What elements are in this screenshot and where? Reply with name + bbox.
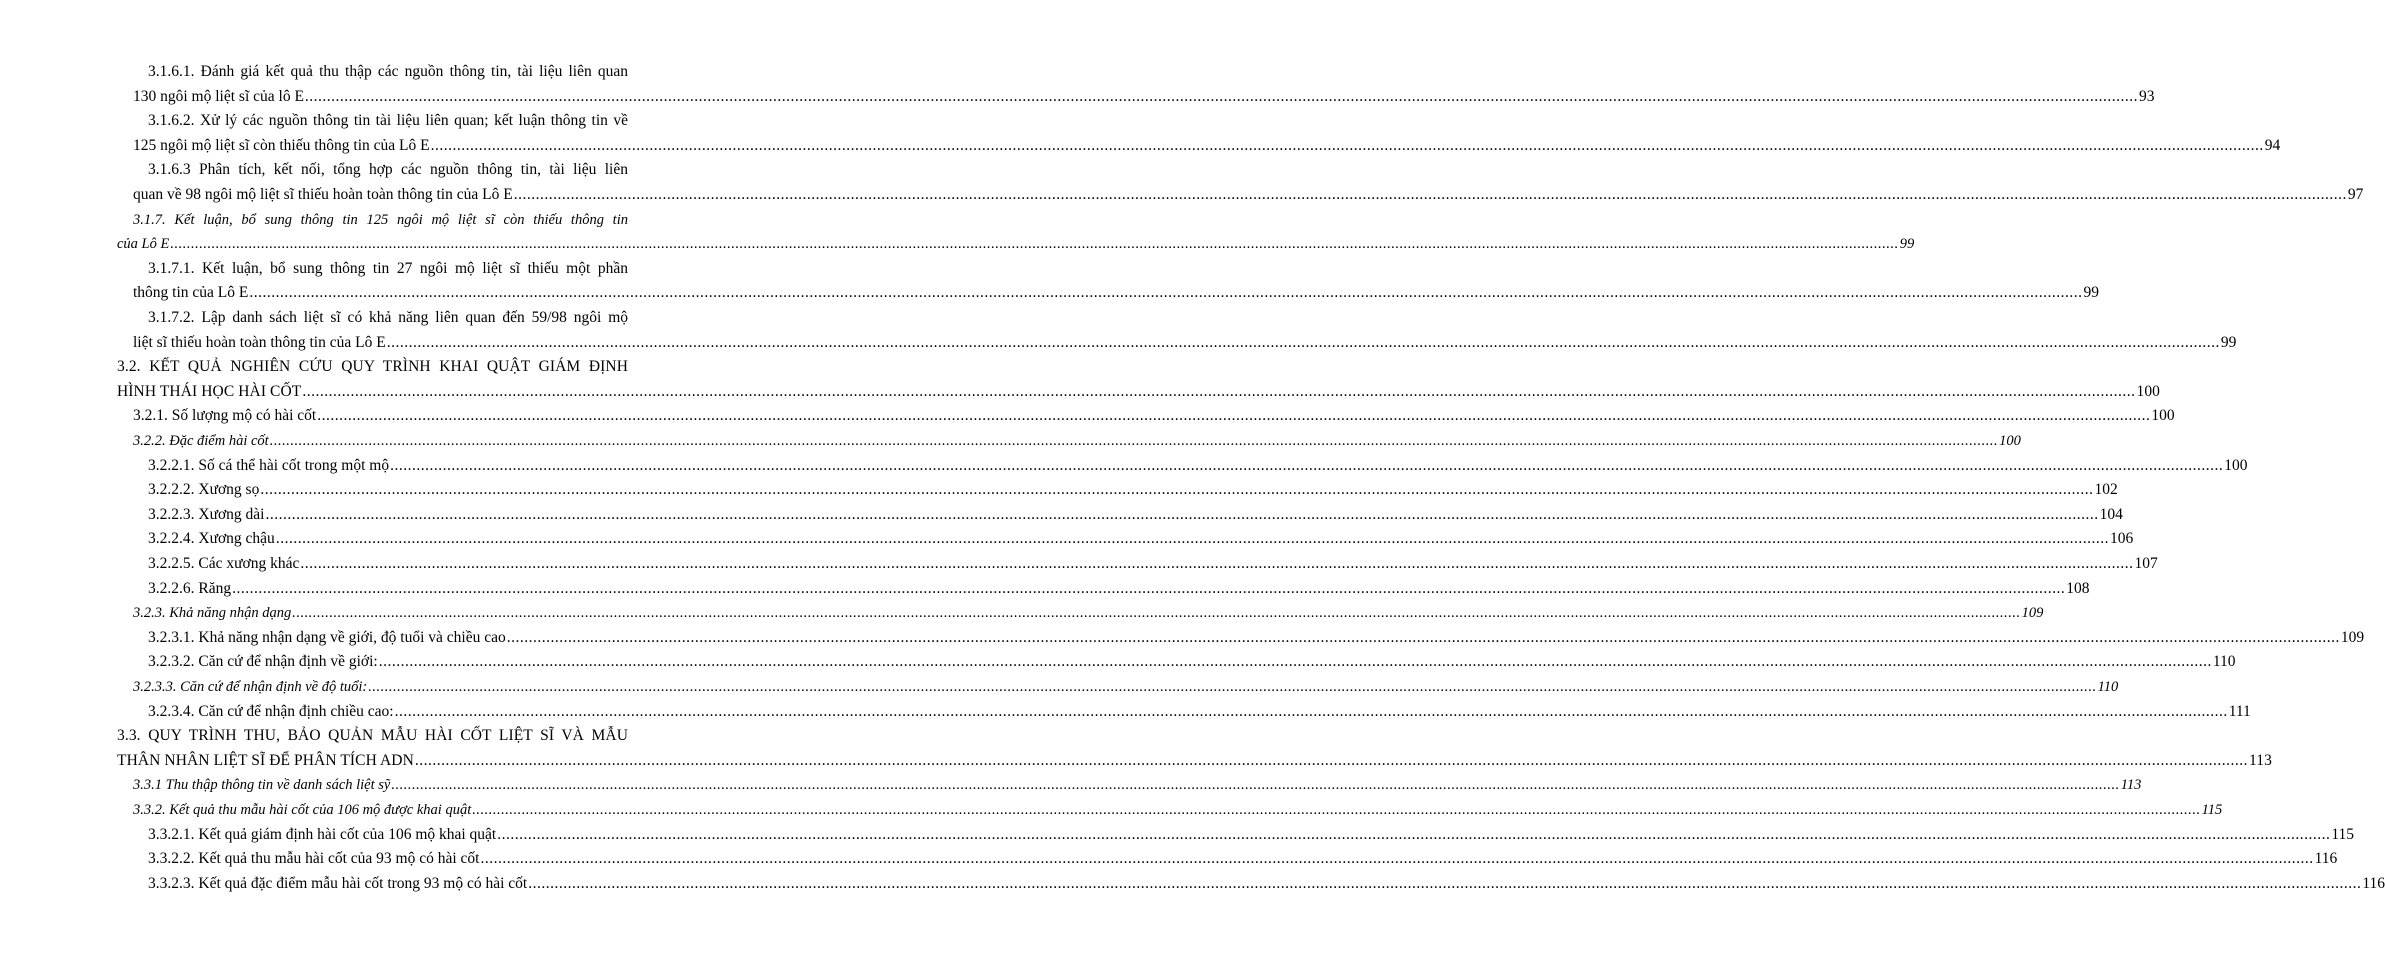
toc-page-number: 109 (2340, 628, 2365, 646)
toc-leader-dots (431, 134, 2264, 159)
toc-entry-text: THÂN NHÂN LIỆT SĨ ĐỂ PHÂN TÍCH ADN (117, 751, 414, 769)
toc-page-number: 99 (2083, 284, 2099, 302)
toc-page-number: 106 (2109, 530, 2134, 548)
toc-page-number: 116 (2314, 850, 2338, 868)
toc-page-number: 104 (2099, 505, 2123, 523)
toc-leader-dots (317, 404, 2150, 429)
toc-page-number: 109 (2021, 605, 2044, 622)
toc-entry-text: 3.3.2.1. Kết quả giám định hài cốt của 106 mộ khai quật (148, 825, 497, 843)
toc-entry-text: của Lô E (117, 236, 170, 253)
toc-entry-text: 3.1.6.1. Đánh giá kết quả thu thập các nguồn thông tin, tài liệu liên quan (148, 63, 628, 80)
toc-entry-text: 125 ngôi mộ liệt sĩ còn thiếu thông tin của Lô E (133, 136, 430, 154)
toc-page-number: 100 (2151, 407, 2175, 425)
toc-entry-text: 3.1.7. Kết luận, bổ sung thông tin 125 ngôi mộ liệt sĩ còn thiếu thông tin (133, 211, 628, 228)
toc-entry-text: HÌNH THÁI HỌC HÀI CỐT (117, 382, 302, 400)
toc-leader-dots (472, 798, 2200, 823)
toc-page-number: 113 (2120, 777, 2142, 794)
toc-entry-text: 3.1.7.1. Kết luận, bổ sung thông tin 27 ngôi mộ liệt sĩ thiếu một phần (148, 259, 628, 277)
toc-page-number: 111 (2228, 702, 2251, 720)
toc-page-number: 110 (2097, 679, 2119, 695)
toc-entry-text: 3.3. QUY TRÌNH THU, BẢO QUẢN MẪU HÀI CỐT LIỆT SĨ VÀ MẪU (117, 727, 628, 745)
toc-page-number: 93 (2139, 87, 2155, 105)
toc-entry-text: quan về 98 ngôi mộ liệt sĩ thiếu hoàn toàn thông tin của Lô E (133, 186, 513, 203)
toc-entry-text: thông tin của Lô E (133, 284, 249, 302)
toc-page-number: 94 (2264, 136, 2281, 154)
toc-entry-text: 3.3.1 Thu thập thông tin về danh sách liệt sỹ (133, 777, 391, 794)
toc-page-number: 113 (2249, 751, 2272, 769)
toc-entry-text: 3.3.2.2. Kết quả thu mẫu hài cốt của 93 mộ có hài cốt (148, 850, 480, 868)
toc-leader-dots (265, 503, 2098, 528)
toc-entry-text: 3.2.3.2. Căn cứ để nhận định về giới: (148, 653, 378, 671)
toc-page-number: 115 (2201, 802, 2223, 818)
toc-leader-dots (368, 675, 2096, 700)
toc-leader-dots (260, 478, 2093, 503)
toc-leader-dots (387, 331, 2220, 356)
toc-entry-text: 3.2.2.4. Xương chậu (148, 530, 275, 548)
toc-leader-dots (276, 527, 2109, 552)
toc-entry-text: 3.3.2.3. Kết quả đặc điểm mẫu hài cốt trong 93 mộ có hài cốt (148, 874, 528, 892)
toc-entry-text: 3.3.2. Kết quả thu mẫu hài cốt của 106 mộ được khai quật (133, 802, 472, 818)
toc-page-number: 115 (2331, 825, 2355, 843)
toc-page-number: 100 (2136, 382, 2161, 400)
toc-entry-text: liệt sĩ thiếu hoàn toàn thông tin của Lô E (133, 333, 386, 351)
toc-leader-dots (480, 847, 2313, 872)
toc-leader-dots (395, 700, 2228, 725)
toc-leader-dots (514, 183, 2347, 208)
toc-leader-dots (305, 85, 2138, 110)
toc-page-number: 97 (2347, 186, 2364, 203)
toc-entry-text: 3.2.3. Khả năng nhận dạng (133, 605, 292, 622)
toc-page-number: 102 (2094, 481, 2118, 499)
toc-entry-text: 3.2.2.6. Răng (148, 579, 232, 597)
toc-entry-text: 130 ngôi mộ liệt sĩ của lô E (133, 87, 304, 105)
toc-leader-dots (497, 823, 2330, 848)
toc-page-number: 99 (1899, 236, 1915, 253)
toc-entry-text: 3.2.3.4. Căn cứ để nhận định chiều cao: (148, 702, 394, 720)
toc-leader-dots (415, 749, 2248, 774)
toc-leader-dots (232, 577, 2065, 602)
toc-entry-text: 3.2. KẾT QUẢ NGHIÊN CỨU QUY TRÌNH KHAI QUẬT GIÁM ĐỊNH (117, 358, 628, 376)
toc-entry-text: 3.2.2. Đặc điểm hài cốt (133, 433, 269, 449)
toc-entry-text: 3.1.6.3 Phân tích, kết nối, tổng hợp các nguồn thông tin, tài liệu liên (148, 161, 628, 179)
toc-page-number: 100 (1999, 433, 2021, 449)
toc-leader-dots (292, 601, 2020, 626)
toc-entry-text: 3.1.6.2. Xử lý các nguồn thông tin tài liệu liên quan; kết luận thông tin về (148, 112, 628, 130)
toc-leader-dots (302, 380, 2135, 405)
toc-page-number: 110 (2212, 653, 2236, 671)
toc-leader-dots (507, 626, 2340, 651)
toc-page-number: 100 (2224, 456, 2248, 474)
toc-leader-dots (300, 552, 2133, 577)
toc-entry-text: 3.1.7.2. Lập danh sách liệt sĩ có khả năng liên quan đến 59/98 ngôi mộ (148, 309, 628, 326)
toc-leader-dots (379, 650, 2212, 675)
toc-leader-dots (391, 773, 2119, 798)
toc-entry-text: 3.2.2.1. Số cá thể hài cốt trong một mộ (148, 456, 390, 474)
toc-leader-dots (528, 872, 2361, 897)
toc-entry-text: 3.2.2.3. Xương dài (148, 505, 265, 523)
toc-leader-dots (170, 232, 1898, 257)
toc-entry-text: 3.2.3.3. Căn cứ để nhận định về độ tuổi: (133, 679, 368, 695)
toc-leader-dots (270, 429, 1998, 454)
toc-page-number: 107 (2134, 555, 2158, 572)
toc-page-number: 99 (2220, 333, 2237, 351)
toc-entry-text: 3.2.2.5. Các xương khác (148, 555, 300, 572)
toc-page-number: 116 (2362, 874, 2385, 892)
toc-page-number: 108 (2066, 579, 2090, 597)
toc-leader-dots (390, 454, 2223, 479)
toc-entry-text: 3.2.1. Số lượng mộ có hài cốt (133, 407, 317, 425)
toc-entry-text: 3.2.2.2. Xương sọ (148, 481, 260, 499)
toc-entry-text: 3.2.3.1. Khả năng nhận dạng về giới, độ tuổi và chiều cao (148, 628, 506, 646)
toc-leader-dots (249, 281, 2082, 306)
